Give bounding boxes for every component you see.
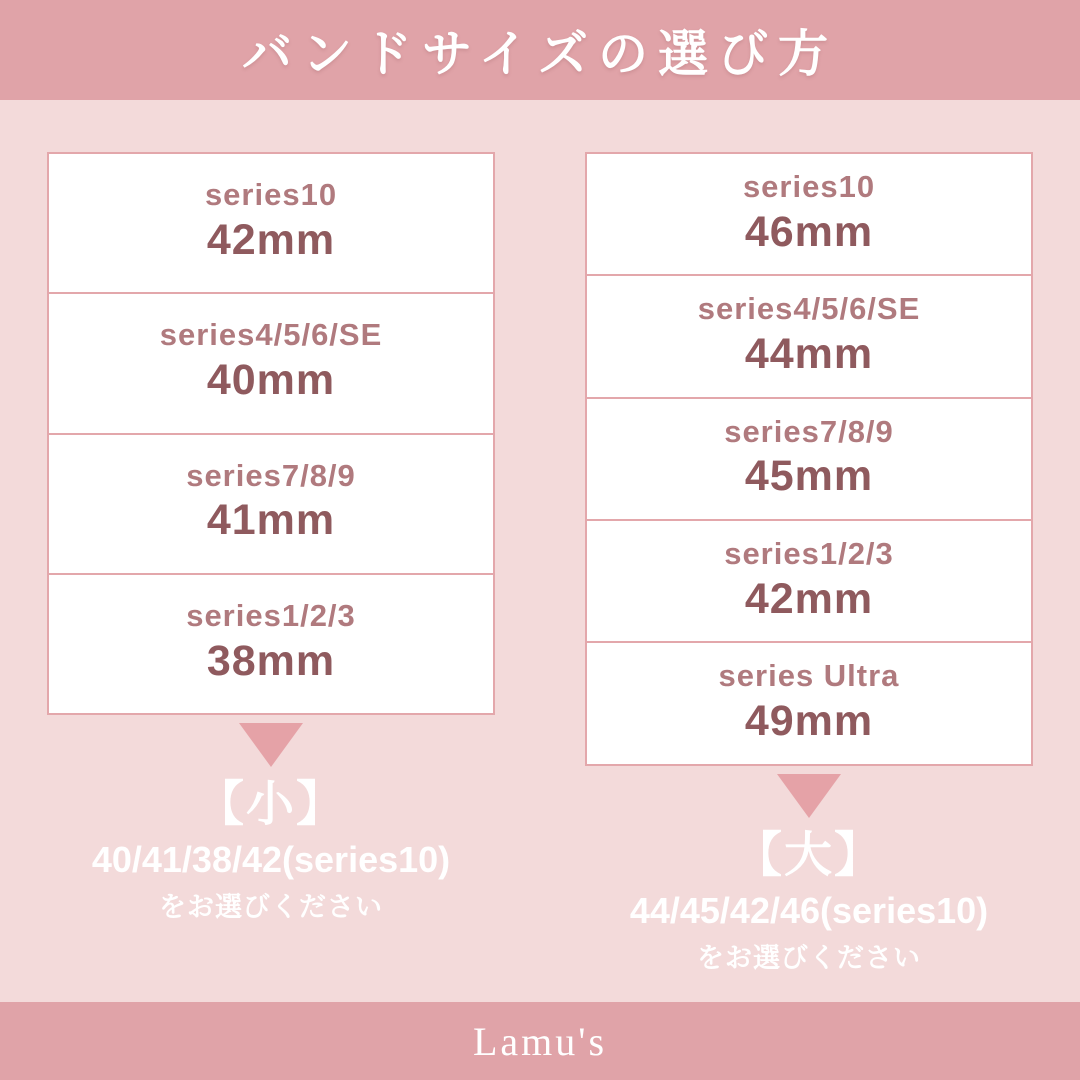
brand-logo: Lamu's <box>472 1018 608 1064</box>
row-series-label: series1/2/3 <box>186 598 356 634</box>
row-size-value: 45mm <box>744 452 874 501</box>
table-row <box>49 575 493 713</box>
row-size-value: 38mm <box>206 636 336 685</box>
row-series-label: series10 <box>204 177 338 212</box>
row-size-value: 46mm <box>744 207 874 256</box>
row-size-value: 49mm <box>744 697 874 746</box>
table-row <box>49 435 493 575</box>
size-table-small <box>47 152 495 715</box>
row-series-label: series4/5/6/SE <box>159 317 383 353</box>
size-table-large <box>585 152 1033 766</box>
footer-banner <box>0 1002 1080 1080</box>
row-series-label: series Ultra <box>718 658 900 694</box>
caption-note: をお選びください <box>158 892 383 923</box>
arrow-down-icon <box>777 774 841 818</box>
caption-small <box>92 775 450 925</box>
header-banner <box>0 0 1080 100</box>
row-series-label: series10 <box>742 169 876 204</box>
caption-sizes: 40/41/38/42(series10) <box>91 839 451 881</box>
row-series-label: series1/2/3 <box>724 536 894 572</box>
arrow-down-icon <box>239 723 303 767</box>
caption-large <box>630 826 988 976</box>
row-series-label: series4/5/6/SE <box>697 291 921 327</box>
table-row <box>587 154 1031 276</box>
row-size-value: 40mm <box>206 356 336 405</box>
table-row <box>587 521 1031 643</box>
table-row <box>587 643 1031 763</box>
page-title: バンドサイズの選び方 <box>242 26 838 82</box>
row-size-value: 42mm <box>206 215 336 264</box>
row-size-value: 41mm <box>206 496 336 545</box>
caption-label: 【小】 <box>195 778 346 832</box>
row-size-value: 42mm <box>744 574 874 623</box>
caption-label: 【大】 <box>733 828 884 882</box>
table-row <box>49 294 493 434</box>
caption-note: をお選びください <box>696 942 921 973</box>
row-series-label: series7/8/9 <box>186 457 356 493</box>
table-row <box>587 276 1031 398</box>
row-size-value: 44mm <box>744 330 874 379</box>
size-column-small <box>47 152 495 976</box>
size-column-large <box>585 152 1033 976</box>
row-series-label: series7/8/9 <box>724 413 894 449</box>
size-chart-area <box>0 100 1080 976</box>
table-row <box>587 399 1031 521</box>
caption-sizes: 44/45/42/46(series10) <box>629 889 989 931</box>
table-row <box>49 154 493 294</box>
